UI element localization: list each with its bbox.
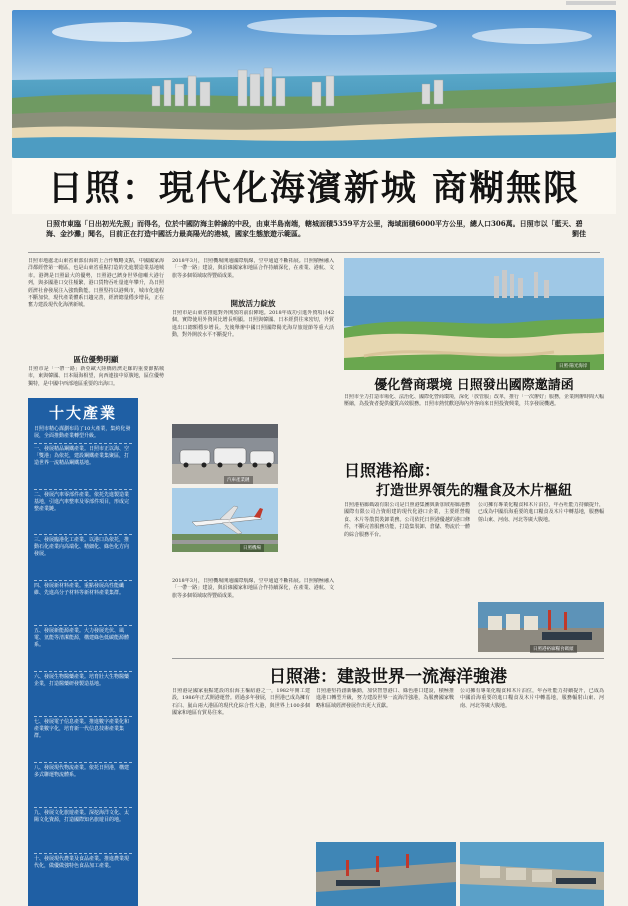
lead-text: 日照市東臨「日出初光先照」而得名，位於中國防海主幹線的中段，由東半島南端，轄城面積5359平方公里，海域面積6000平方公里，總人口306萬。日照市以「藍天、碧海、金沙灘」聞名，目前正在打造中國活力最高陽光的港城，國家生態旅遊示範區。 <box>46 219 583 238</box>
sidebar-industry-item: 一、發展精品鋼鐵產業。日照市正以海、空「雙港」為依托，建設鋼鐵產業集聚區，打造世界一流精品鋼鐵基地。 <box>34 446 130 466</box>
cars-caption: 汽車產業鏈 <box>224 476 253 484</box>
intro-column-2 <box>28 366 164 394</box>
section-divider <box>28 252 600 253</box>
port-photo-left <box>316 842 456 906</box>
open-text-bottom: 2018年3月，日照機場開通國際航線，空中通道不斷拓展。日照積極融入「一帶一路」建設，與沿線國家和地區合作持續深化，在產業、港航、文旅等多個領域取得豐碩成果。 <box>172 578 334 599</box>
open-column-bottom <box>172 578 334 654</box>
intro-column <box>28 258 164 350</box>
port-column-3 <box>460 688 604 838</box>
sidebar-separator <box>34 489 132 490</box>
sidebar-intro: 日照市精心謀劃布局了10大產業，集約化發展，全面推動產業轉型升級。 <box>34 426 131 439</box>
industries-sidebar <box>28 398 138 906</box>
grain-column-2 <box>478 502 604 602</box>
sidebar-industry-item: 二、發展汽車零部件產業。依托先進製造業基地，引進汽車整車及零部件項目，形成完整產業鏈。 <box>34 491 130 512</box>
sidebar-separator <box>34 580 132 581</box>
sidebar-separator <box>34 716 132 717</box>
port-text: 日照港是國家重點建設的沿海主樞紐港之一，1982年開工建設，1986年正式開港運營。經過多年發展，日照港已成為擁有石臼、嵐山兩大港區的現代化綜合性大港，與世界上100多個國家和地區有貿易往來。 <box>172 688 310 717</box>
beach-photo <box>344 258 604 370</box>
port-column-1 <box>172 688 310 906</box>
grain-text: 日照港裕廊碼頭有限公司是日照港集團與新加坡裕廊港務國際有限公司合資組建的現代化港口企業，主要經營糧食、木片等散貨裝卸業務。公司依托日照港優越的港口條件，不斷完善服務功能，打造集裝卸、倉儲、物流於一體的綜合服務平台。 <box>344 502 470 538</box>
sidebar-separator <box>34 762 132 763</box>
port-text-2: 日照港堅持創新驅動，加快智慧港口、綠色港口建設，積極推進港口轉型升級，努力建設世界一流海洋強港，為服務國家戰略和區域經濟發展作出更大貢獻。 <box>316 688 454 709</box>
grain-column-1 <box>344 502 470 650</box>
intro-text-2: 日照市是「一帶一路」新亞歐大陸橋經濟走廊的重要節點城市，東與韓國、日本隔海相望，向西連接中原腹地，區位優勢獨特，是中國中西部地區重要的出海口。 <box>28 366 164 387</box>
lead-paragraph <box>46 219 586 238</box>
sidebar-industry-item: 十、發展現代農業及食品產業。推進農業現代化，做優做強特色食品加工產業。 <box>34 855 130 869</box>
port-heading: 日照港：建設世界一流海洋強港 <box>269 667 507 687</box>
sidebar-industry-item: 四、發展新材料產業。重點發展高性能纖維、先進高分子材料等新材料產業集群。 <box>34 582 125 596</box>
grain-heading-2: 打造世界領先的糧食及木片樞紐 <box>376 483 572 499</box>
sidebar-industry-item: 九、發展文化旅遊產業。深挖海洋文化、太陽文化資源，打造國際知名旅遊目的地。 <box>34 810 130 823</box>
env-text: 日照市全力打造市場化、法治化、國際化營商環境，深化「放管服」改革，推行「一次辦好」服務，企業開辦時間大幅壓縮，為投資者提供優質高效服務。日照市熱忱歡迎海內外客商來日照投資興業，共享發展機遇。 <box>344 394 604 408</box>
cars-photo <box>172 424 278 484</box>
intro-subhead: 區位優勢明顯 <box>73 355 119 364</box>
port-column-2 <box>316 688 454 838</box>
sidebar-industry-item: 六、發展生物醫藥產業。培育壯大生物醫藥企業，打造醫藥研發製造基地。 <box>34 673 130 687</box>
sidebar-industry-item: 五、發展新能源產業。大力發展光伏、風電、氫能等清潔能源，構建綠色低碳能源體系。 <box>34 628 130 648</box>
plane-photo <box>172 488 278 552</box>
beach-caption: 日照·陽光海岸 <box>556 362 590 370</box>
sidebar-industry-item: 三、發展臨港化工產業。以港口為依托，推動石化產業向高端化、精細化、綠色化方向發展。 <box>34 537 130 557</box>
sidebar-industry-item: 七、發展電子信息產業。推進數字產業化和產業數字化，培育新一代信息技術產業集群。 <box>34 719 130 739</box>
sidebar-separator <box>34 853 132 854</box>
sidebar-separator <box>34 671 132 672</box>
sidebar-separator <box>34 443 132 444</box>
port-divider <box>172 658 604 659</box>
sidebar-separator <box>34 807 132 808</box>
open-text: 日照市是山東省推進對外開放的前沿陣地。2018年成功引進外資項目42個，實際使用外資同比增長明顯。日照與韓國、日本經貿往來密切，外貿進出口總額穩步增長。先後舉辦中國日照國際陽光海岸旅遊節等重大活動，對外開放水平不斷提升。 <box>172 310 334 339</box>
open-column <box>172 310 334 420</box>
page-header-mark <box>566 1 616 5</box>
sidebar-title: 十大產業 <box>48 404 117 422</box>
grain-text-2: 公司擁有專業化糧食和木片泊位，年吞吐能力持續提升，已成為中國沿海重要的進口糧食及木片中轉基地，服務輻射山東、河南、河北等廣大腹地。 <box>478 502 604 523</box>
intro-text: 日照市地處北山東省東部沿海的上合作戰略支點，中國國家海洋都經營第一範區，也是山東省重點打造的先進製造業基地城市。港灣是日照最大的優勢，日照港已躋身世界億噸大港行列，與多國港口交往頻繁，港口貨物吞吐量連年攀升，為日照經濟社會發展注入強勁動能。日照堅持以港興市，城市化進程不斷加快，現代產業體系日趨完善，經濟總量穩步增長，正在奮力建設現代化海濱新城。 <box>28 258 164 309</box>
plane-caption: 日照機場 <box>240 544 264 552</box>
lead-author: 劉佳 <box>572 228 586 238</box>
grain-heading: 日照港裕廊： <box>344 461 441 480</box>
open-column-top <box>172 258 334 294</box>
port-text-3: 公司擁有專業化糧食和木片泊位，年吞吐能力持續提升，已成為中國沿海重要的進口糧食及木片中轉基地，服務輻射山東、河南、河北等廣大腹地。 <box>460 688 604 709</box>
port-photo-right <box>460 842 604 906</box>
hero-panorama-photo <box>12 10 616 158</box>
env-heading: 優化營商環境 日照發出國際邀請函 <box>374 378 574 393</box>
sidebar-industry-item: 八、發展現代物流產業。依托日照港，構建多式聯運物流體系。 <box>34 764 130 778</box>
open-subhead: 開放活力綻放 <box>230 299 276 308</box>
sidebar-separator <box>34 534 132 535</box>
sidebar-separator <box>34 625 132 626</box>
headline-banner <box>12 158 616 214</box>
env-column <box>344 394 604 454</box>
headline-title: 日照：現代化海濱新城 商糊無限 <box>47 168 581 209</box>
open-text-2: 2018年3月，日照機場開通國際航線，空中通道不斷拓展。日照積極融入「一帶一路」建設，與沿線國家和地區合作持續深化，在產業、港航、文旅等多個領域取得豐碩成果。 <box>172 258 334 279</box>
grain-port-caption: 日照港裕廊糧食碼頭 <box>530 645 577 653</box>
